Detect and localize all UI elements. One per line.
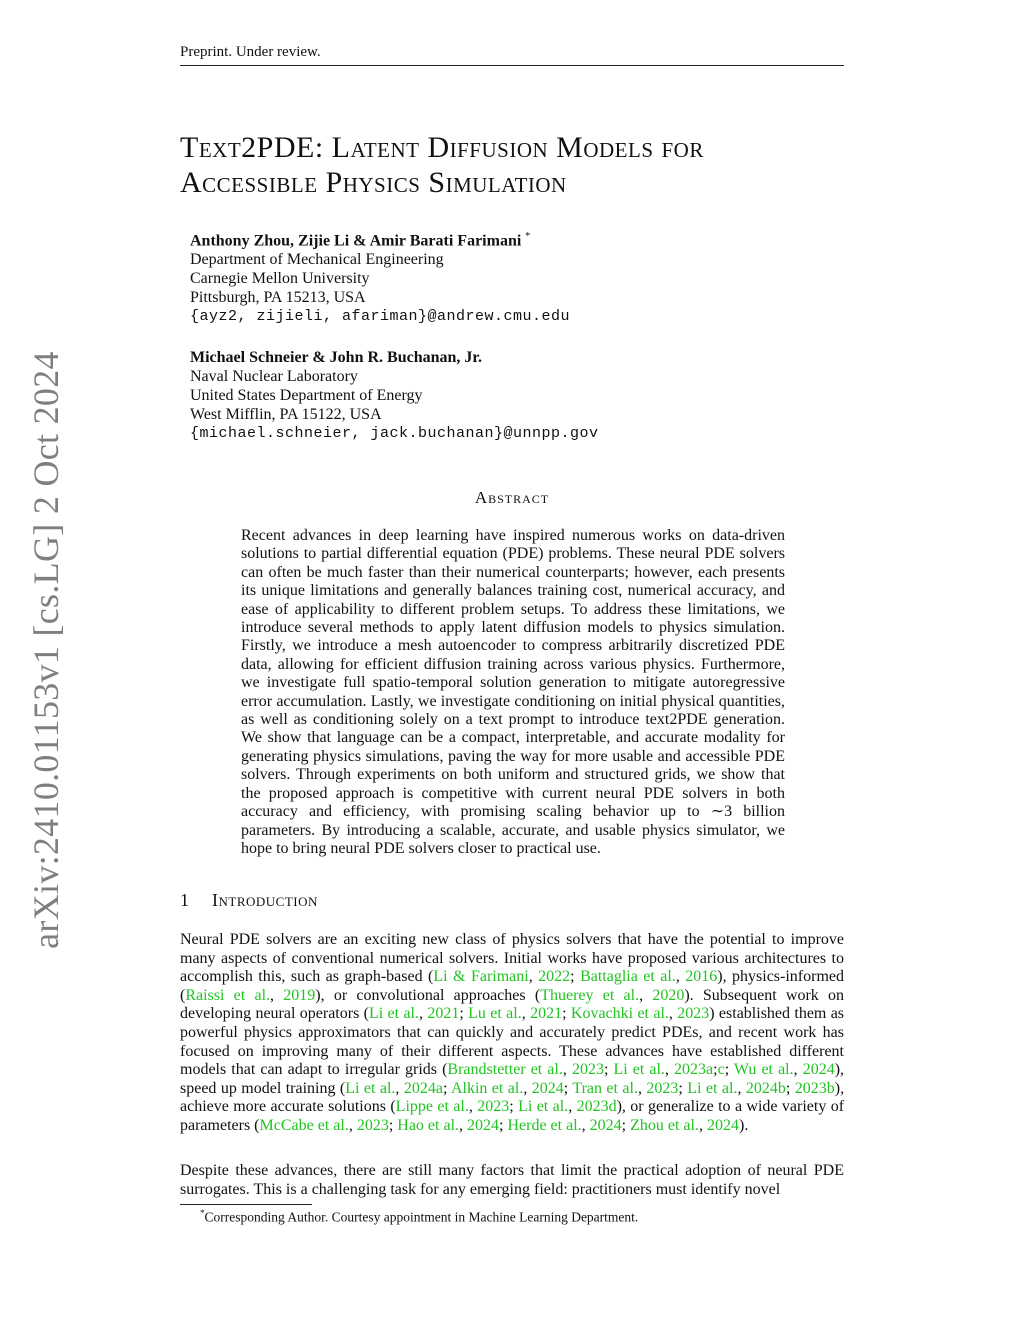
author-emails: {ayz2, zijieli, afariman}@andrew.cmu.edu (190, 308, 571, 326)
citation-link[interactable]: Raissi et al. (185, 986, 271, 1004)
title-line-1: Text2PDE: Latent Diffusion Models for (180, 131, 704, 164)
section-title: Introduction (212, 890, 318, 910)
paragraph-text: ) established them as powerful physics approximators that can quickly and accurately predict PDEs, and recent work has focused on improving many of their different aspects. These advances have established different models that can adapt to irregular grids ( (180, 1005, 845, 1079)
paragraph-text: , (581, 1116, 590, 1134)
citation-link[interactable]: c (717, 1061, 725, 1079)
paragraph-text: , (737, 1079, 746, 1097)
affiliation-line: Carnegie Mellon University (190, 270, 370, 288)
section-heading-introduction (180, 890, 318, 911)
citation-link[interactable]: Li et al. (518, 1098, 569, 1116)
citation-link[interactable]: Li & Farimani (433, 968, 529, 986)
paragraph-text: ; (388, 1116, 398, 1134)
paragraph-text: , (668, 1005, 678, 1023)
paragraph-text: , (562, 1061, 572, 1079)
paragraph-text: , (528, 968, 539, 986)
paragraph-text: ; (509, 1098, 519, 1116)
abstract-body: Recent advances in deep learning have inspired numerous works on data-driven solutions to partial differential equation (PDE) problems. These neural PDE solvers can often be much faster than their numerical counterparts; however, each presents its unique limitations and generally balances training cost, numerical accuracy, and ease of applicability to different problem setups. To address these limitations, we introduce several methods to apply latent diffusion models to physics simulation. Firstly, we introduce a mesh autoencoder to compress arbitrarily discretized PDE data, allowing for efficient diffusion training across various physics. Furthermore, we investigate full spatio-temporal solution generation to mitigate autoregressive error accumulation. Lastly, we investigate conditioning on initial physical quantities, as well as conditioning solely on a text prompt to introduce text2PDE generation. We show that language can be a compact, interpretable, and accurate modality for generating physics simulations, paving the way for more usable and accessible PDE solvers. Through experiments on both uniform and structured grids, we show that the proposed approach is competitive with current neural PDE solvers in both accuracy and efficiency, with promising scaling behavior up to ∼3 billion parameters. By introducing a scalable, accurate, and usable physics simulator, we hope to bring neural PDE solvers closer to practical use. (241, 527, 785, 857)
section-number: 1 (180, 890, 190, 910)
citation-link[interactable]: 2021 (530, 1005, 563, 1023)
citation-link[interactable]: 2022 (538, 968, 571, 986)
paragraph-text: , (523, 1079, 532, 1097)
paragraph-text: ), speed up model training ( (180, 1061, 845, 1097)
paragraph-text: ), achieve more accurate solutions ( (180, 1079, 845, 1116)
paragraph-text: , (348, 1116, 357, 1134)
affiliation-line: Naval Nuclear Laboratory (190, 368, 358, 385)
citation-link[interactable]: Lippe et al. (395, 1098, 469, 1116)
affiliation-line: Pittsburgh, PA 15213, USA (190, 289, 366, 307)
paragraph-text: , (459, 1116, 468, 1134)
citation-link[interactable]: 2021 (427, 1005, 460, 1023)
citation-link[interactable]: 2023 (477, 1098, 510, 1116)
abstract-heading: Abstract (474, 488, 550, 507)
paragraph-text: , (793, 1061, 803, 1079)
citation-link[interactable]: Zhou et al. (630, 1116, 699, 1134)
paragraph-text: , (664, 1061, 675, 1079)
paragraph-text: , (568, 1098, 577, 1116)
author-block-1 (190, 227, 570, 326)
paragraph-text: ), or generalize to a wide variety of parameters ( (180, 1098, 845, 1134)
paragraph-text: , (698, 1116, 707, 1134)
footnote (200, 1208, 638, 1226)
author-footnote-mark: * (525, 231, 531, 242)
citation-link[interactable]: Brandstetter et al. (447, 1061, 563, 1079)
running-header: Preprint. Under review. (180, 44, 321, 60)
paragraph-text: ; (713, 1061, 718, 1079)
paragraph-text: , (521, 1005, 531, 1023)
citation-link[interactable]: Thuerey et al. (540, 986, 640, 1004)
paragraph-text: ), or convolutional approaches ( (315, 986, 541, 1004)
paragraph-text: ; (563, 1079, 573, 1097)
paragraph-text: ; (724, 1061, 734, 1079)
paper-title (180, 130, 880, 200)
citation-link[interactable]: McCabe et al. (259, 1116, 349, 1134)
paragraph-text: ; (621, 1116, 631, 1134)
citation-link[interactable]: Alkin et al. (450, 1079, 524, 1097)
affiliation-line: West Mifflin, PA 15122, USA (190, 406, 382, 423)
intro-paragraph-2: Despite these advances, there are still many factors that limit the practical adoption of neural PDE surrogates. This is a challenging task for any emerging field: practitioners must identify novel (180, 1162, 844, 1198)
author-block-2 (190, 348, 599, 443)
citation-link[interactable]: 2024 (531, 1079, 564, 1097)
intro-paragraph-1 (180, 931, 844, 1136)
paragraph-text: ; (678, 1079, 688, 1097)
paragraph-text: ; (570, 968, 581, 986)
citation-link[interactable]: Li et al. (345, 1079, 396, 1097)
author-names: Michael Schneier & John R. Buchanan, Jr. (190, 349, 483, 366)
citation-link[interactable]: 2024b (745, 1079, 786, 1097)
paragraph-text: ; (499, 1116, 508, 1134)
paragraph-text: ). Subsequent work on developing neural operators ( (180, 986, 845, 1023)
footnote-rule (180, 1204, 312, 1205)
arxiv-identifier: arXiv:2410.01153v1 [cs.LG] 2 Oct 2024 (26, 351, 66, 949)
paragraph-text: ; (442, 1079, 451, 1097)
author-names: Anthony Zhou, Zijie Li & Amir Barati Farimani * (190, 231, 531, 250)
paragraph-text: ). (738, 1116, 749, 1134)
title-line-2: Accessible Physics Simulation (180, 166, 567, 199)
citation-link[interactable]: 2024 (467, 1116, 500, 1134)
citation-link[interactable]: 2020 (652, 986, 685, 1004)
citation-link[interactable]: 2023 (571, 1061, 604, 1079)
paragraph-text: ; (562, 1005, 571, 1023)
citation-link[interactable]: 2016 (685, 968, 718, 986)
paragraph-text: ), physics-informed ( (180, 968, 845, 1004)
header-rule (180, 65, 844, 66)
citation-link[interactable]: 2024 (706, 1116, 739, 1134)
paragraph-text: , (468, 1098, 478, 1116)
citation-link[interactable]: 2024 (802, 1061, 835, 1079)
citation-link[interactable]: Li et al. (613, 1061, 665, 1079)
citation-link[interactable]: 2023b (794, 1079, 835, 1097)
citation-link[interactable]: Wu et al. (733, 1061, 794, 1079)
footnote-text: Corresponding Author. Courtesy appointment in Machine Learning Department. (204, 1209, 639, 1225)
citation-link[interactable]: Li et al. (368, 1005, 419, 1023)
citation-link[interactable]: Li et al. (687, 1079, 738, 1097)
paragraph-text: , (395, 1079, 404, 1097)
citation-link[interactable]: Battaglia et al. (580, 968, 676, 986)
citation-link[interactable]: 2023 (356, 1116, 389, 1134)
paragraph-text: , (270, 986, 284, 1004)
affiliation-line: United States Department of Energy (190, 387, 423, 404)
paragraph-text: ; (785, 1079, 795, 1097)
citation-link[interactable]: Kovachki et al. (570, 1005, 669, 1023)
citation-link[interactable]: 2023 (646, 1079, 679, 1097)
author-emails: {michael.schneier, jack.buchanan}@unnpp.gov (190, 425, 599, 442)
citation-link[interactable]: 2023a (674, 1061, 714, 1079)
citation-link[interactable]: 2023d (576, 1098, 617, 1116)
paragraph-text: , (639, 986, 653, 1004)
paragraph-text: , (637, 1079, 647, 1097)
paragraph-text: Neural PDE solvers are an exciting new class of physics solvers that have the potential to improve many aspects of conventional numerical solvers. Initial works have proposed various architectures to accomplish this, such as graph-based ( (180, 931, 844, 986)
paragraph-text: , (419, 1005, 428, 1023)
citation-link[interactable]: Hao et al. (397, 1116, 460, 1134)
citation-link[interactable]: Tran et al. (572, 1079, 638, 1097)
paragraph-text: ; (459, 1005, 469, 1023)
citation-link[interactable]: Lu et al. (468, 1005, 522, 1023)
affiliation-line: Department of Mechanical Engineering (190, 251, 444, 269)
citation-link[interactable]: 2024a (403, 1079, 443, 1097)
citation-link[interactable]: 2023 (677, 1005, 710, 1023)
citation-link[interactable]: 2019 (283, 986, 316, 1004)
footnote-mark: * (200, 1208, 205, 1218)
paragraph-text: , (675, 968, 686, 986)
citation-link[interactable]: 2024 (589, 1116, 622, 1134)
citation-link[interactable]: Herde et al. (507, 1116, 582, 1134)
paragraph-text: ; (603, 1061, 614, 1079)
